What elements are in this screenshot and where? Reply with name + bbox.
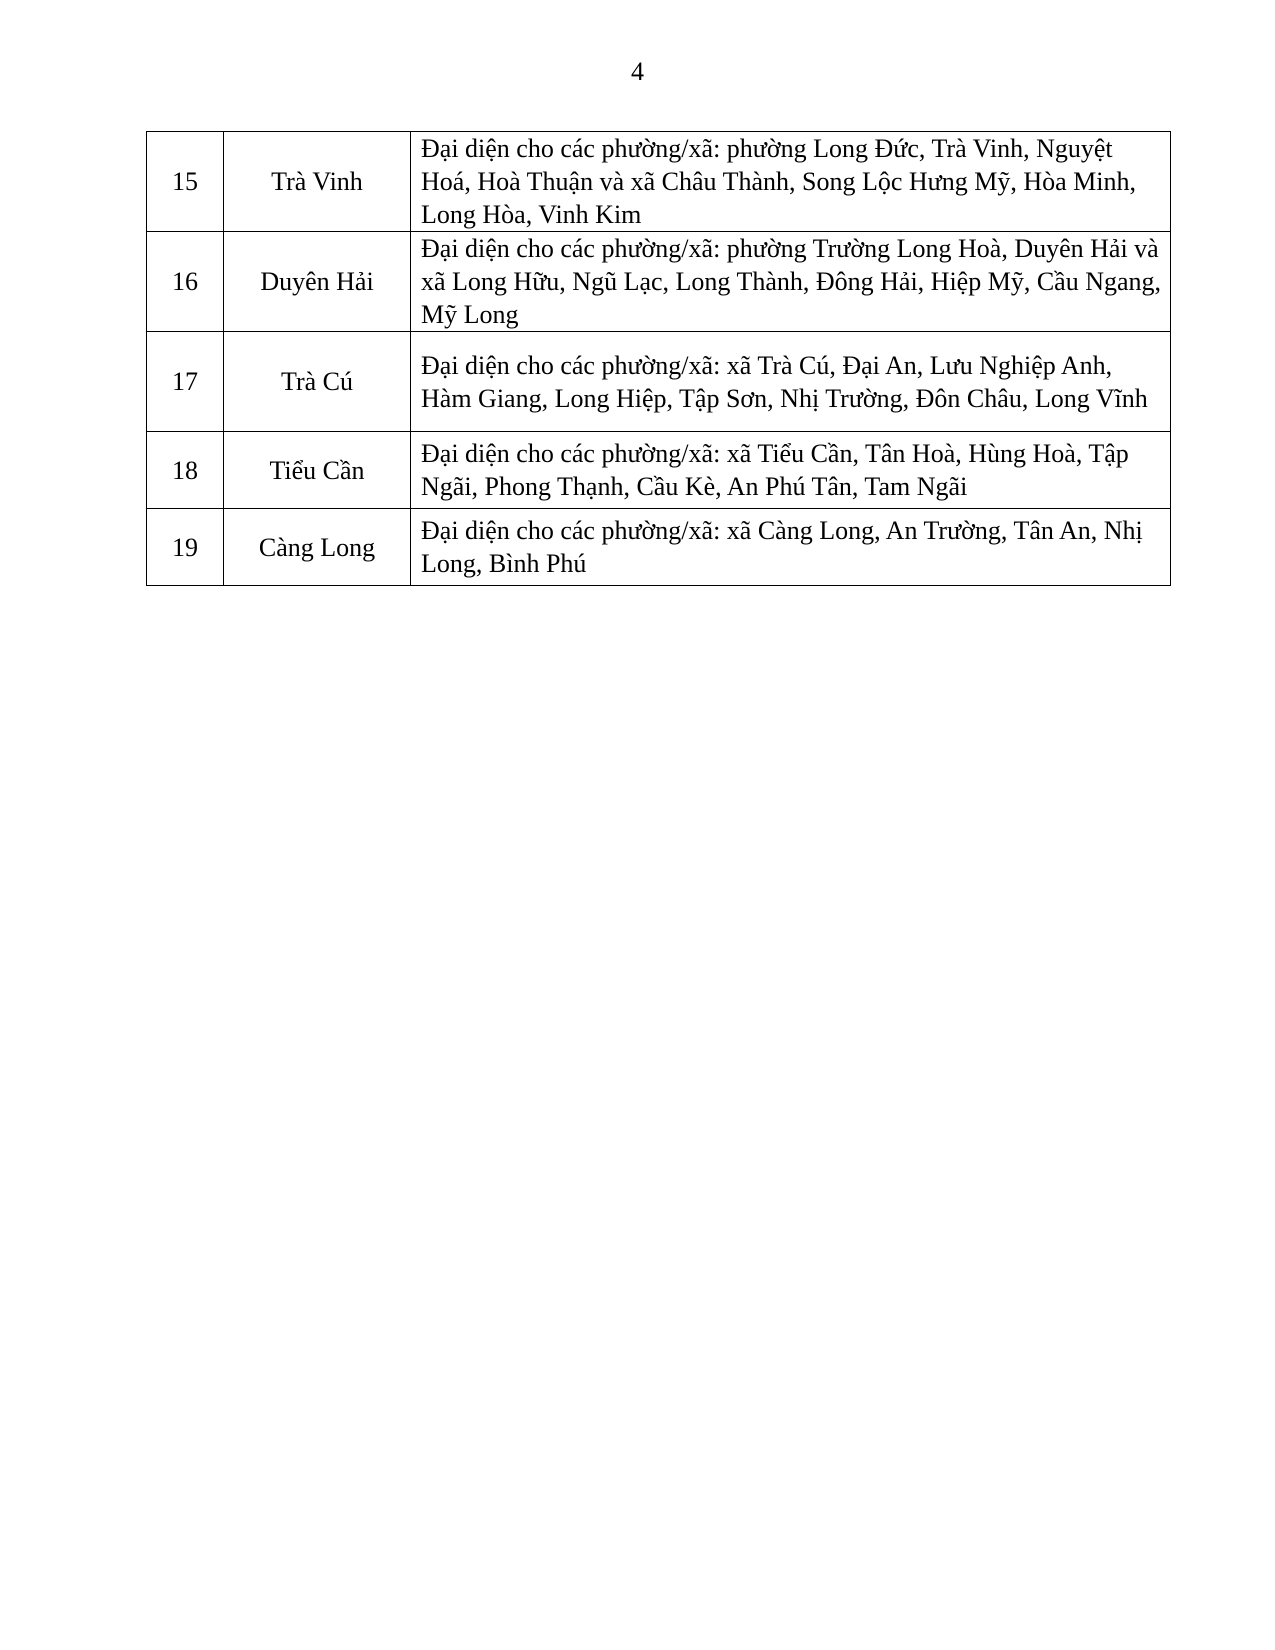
table-row xyxy=(147,232,1171,332)
region-description: Đại diện cho các phường/xã: xã Trà Cú, Đại An, Lưu Nghiệp Anh, Hàm Giang, Long Hiệp, Tập Sơn, Nhị Trường, Đôn Châu, Long Vĩnh xyxy=(411,332,1171,432)
region-description: Đại diện cho các phường/xã: xã Càng Long, An Trường, Tân An, Nhị Long, Bình Phú xyxy=(411,509,1171,586)
table-row xyxy=(147,509,1171,586)
row-number: 18 xyxy=(147,432,224,509)
row-number: 15 xyxy=(147,132,224,232)
region-description: Đại diện cho các phường/xã: phường Trường Long Hoà, Duyên Hải và xã Long Hữu, Ngũ Lạc, Long Thành, Đông Hải, Hiệp Mỹ, Cầu Ngang, Mỹ Long xyxy=(411,232,1171,332)
page-number: 4 xyxy=(631,57,644,86)
table-row xyxy=(147,332,1171,432)
table-row xyxy=(147,432,1171,509)
table-row xyxy=(147,132,1171,232)
region-name: Duyên Hải xyxy=(224,232,411,332)
regions-table xyxy=(146,131,1171,586)
row-number: 17 xyxy=(147,332,224,432)
region-name: Tiểu Cần xyxy=(224,432,411,509)
row-number: 16 xyxy=(147,232,224,332)
region-description: Đại diện cho các phường/xã: xã Tiểu Cần, Tân Hoà, Hùng Hoà, Tập Ngãi, Phong Thạnh, Cầu Kè, An Phú Tân, Tam Ngãi xyxy=(411,432,1171,509)
region-name: Càng Long xyxy=(224,509,411,586)
row-number: 19 xyxy=(147,509,224,586)
region-name: Trà Cú xyxy=(224,332,411,432)
region-name: Trà Vinh xyxy=(224,132,411,232)
region-description: Đại diện cho các phường/xã: phường Long Đức, Trà Vinh, Nguyệt Hoá, Hoà Thuận và xã Châu Thành, Song Lộc Hưng Mỹ, Hòa Minh, Long Hòa, Vinh Kim xyxy=(411,132,1171,232)
